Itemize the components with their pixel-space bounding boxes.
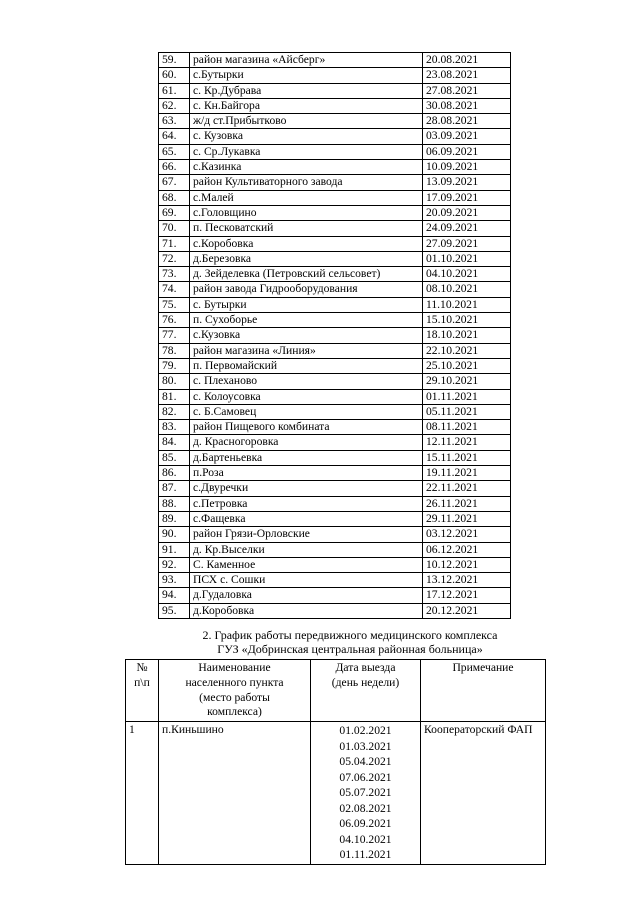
schedule-row — [159, 144, 511, 159]
header-date — [311, 660, 421, 722]
schedule-row-place: д.Гудаловка — [190, 588, 423, 603]
row-date: 02.08.2021 — [339, 801, 392, 815]
schedule-row-date: 19.11.2021 — [423, 466, 511, 481]
row-date: 06.09.2021 — [339, 817, 392, 831]
schedule-row-num: 61. — [159, 83, 190, 98]
schedule-row-place: ж/д ст.Прибытково — [190, 114, 423, 129]
schedule-row — [159, 374, 511, 389]
schedule-row-date: 01.10.2021 — [423, 251, 511, 266]
header-note-line: Примечание — [452, 661, 514, 674]
mobile-complex-table — [125, 659, 546, 865]
schedule-row-place: с. Бутырки — [190, 297, 423, 312]
header-place-line: комплекса) — [207, 705, 262, 719]
schedule-row-date: 22.11.2021 — [423, 481, 511, 496]
schedule-row-num: 89. — [159, 511, 190, 526]
schedule-row — [159, 481, 511, 496]
schedule-row-date: 08.11.2021 — [423, 420, 511, 435]
schedule-row-num: 68. — [159, 190, 190, 205]
schedule-row-date: 06.12.2021 — [423, 542, 511, 557]
schedule-row-place: с.Кузовка — [190, 328, 423, 343]
schedule-row-place: п.Роза — [190, 466, 423, 481]
schedule-row-place: с. Б.Самовец — [190, 404, 423, 419]
schedule-row-num: 93. — [159, 573, 190, 588]
schedule-row — [159, 466, 511, 481]
schedule-row-num: 73. — [159, 267, 190, 282]
schedule-row — [159, 389, 511, 404]
schedule-row — [159, 98, 511, 113]
schedule-row-num: 74. — [159, 282, 190, 297]
header-num-line: № — [136, 661, 148, 674]
schedule-row-place: с. Колоусовка — [190, 389, 423, 404]
schedule-row-num: 62. — [159, 98, 190, 113]
schedule-row-date: 03.09.2021 — [423, 129, 511, 144]
schedule-row-place: с. Кн.Байгора — [190, 98, 423, 113]
section-2-heading-line-2: ГУЗ «Добринская центральная районная больница» — [217, 641, 483, 656]
schedule-table — [158, 52, 511, 619]
schedule-row-num: 88. — [159, 496, 190, 511]
schedule-row-place: район завода Гидрооборудования — [190, 282, 423, 297]
schedule-row-date: 25.10.2021 — [423, 358, 511, 373]
schedule-row-date: 30.08.2021 — [423, 98, 511, 113]
schedule-row-place: д.Березовка — [190, 251, 423, 266]
schedule-row-place: п. Сухоборье — [190, 313, 423, 328]
schedule-row — [159, 83, 511, 98]
schedule-row-num: 75. — [159, 297, 190, 312]
schedule-row-date: 27.08.2021 — [423, 83, 511, 98]
schedule-row-place: С. Каменное — [190, 557, 423, 572]
schedule-row-place: район Грязи-Орловские — [190, 527, 423, 542]
schedule-row-num: 76. — [159, 313, 190, 328]
schedule-row — [159, 404, 511, 419]
row-date: 05.04.2021 — [339, 755, 392, 769]
schedule-row-place: п. Песковатский — [190, 221, 423, 236]
schedule-row-place: с.Фащевка — [190, 511, 423, 526]
schedule-row-date: 01.11.2021 — [423, 389, 511, 404]
schedule-row-date: 15.11.2021 — [423, 450, 511, 465]
schedule-row-place: район Культиваторного завода — [190, 175, 423, 190]
schedule-row-date: 08.10.2021 — [423, 282, 511, 297]
schedule-row-date: 29.10.2021 — [423, 374, 511, 389]
schedule-row-num: 85. — [159, 450, 190, 465]
schedule-row — [159, 343, 511, 358]
schedule-row-place: с. Кузовка — [190, 129, 423, 144]
schedule-row-date: 20.08.2021 — [423, 53, 511, 68]
schedule-row — [159, 267, 511, 282]
schedule-row-date: 15.10.2021 — [423, 313, 511, 328]
schedule-row-place: район магазина «Линия» — [190, 343, 423, 358]
schedule-row-place: с.Коробовка — [190, 236, 423, 251]
schedule-row-num: 65. — [159, 144, 190, 159]
header-place-line: населенного пункта — [185, 675, 284, 689]
schedule-row-place: с.Бутырки — [190, 68, 423, 83]
header-num-line: п\п — [134, 675, 150, 689]
schedule-row — [159, 603, 511, 618]
schedule-row — [159, 53, 511, 68]
header-date-line: Дата выезда — [335, 661, 396, 674]
schedule-row-date: 29.11.2021 — [423, 511, 511, 526]
schedule-row-place: с.Малей — [190, 190, 423, 205]
schedule-row-date: 20.12.2021 — [423, 603, 511, 618]
schedule-row-date: 05.11.2021 — [423, 404, 511, 419]
schedule-row-place: д. Кр.Выселки — [190, 542, 423, 557]
row-date: 01.11.2021 — [339, 848, 392, 862]
schedule-row-num: 63. — [159, 114, 190, 129]
schedule-row — [159, 251, 511, 266]
schedule-row-num: 84. — [159, 435, 190, 450]
row-date: 07.06.2021 — [339, 770, 392, 784]
schedule-row-num: 70. — [159, 221, 190, 236]
schedule-row-date: 10.12.2021 — [423, 557, 511, 572]
schedule-row-num: 67. — [159, 175, 190, 190]
schedule-row-place: д. Красногоровка — [190, 435, 423, 450]
schedule-row-num: 79. — [159, 358, 190, 373]
mobile-complex-row — [126, 722, 546, 865]
schedule-row-num: 91. — [159, 542, 190, 557]
schedule-row-date: 03.12.2021 — [423, 527, 511, 542]
schedule-row — [159, 496, 511, 511]
schedule-row — [159, 588, 511, 603]
row-date: 01.02.2021 — [339, 724, 392, 738]
schedule-row-date: 17.12.2021 — [423, 588, 511, 603]
schedule-row-date: 28.08.2021 — [423, 114, 511, 129]
schedule-row — [159, 205, 511, 220]
schedule-row-place: п. Первомайский — [190, 358, 423, 373]
schedule-row-num: 59. — [159, 53, 190, 68]
schedule-row — [159, 190, 511, 205]
schedule-row-num: 78. — [159, 343, 190, 358]
schedule-row-place: район магазина «Айсберг» — [190, 53, 423, 68]
schedule-row-date: 27.09.2021 — [423, 236, 511, 251]
schedule-row-num: 87. — [159, 481, 190, 496]
header-date-line: (день недели) — [331, 675, 400, 689]
schedule-row-num: 92. — [159, 557, 190, 572]
schedule-row — [159, 297, 511, 312]
schedule-row-date: 10.09.2021 — [423, 160, 511, 175]
section-2-heading — [130, 629, 570, 656]
schedule-row — [159, 221, 511, 236]
row-date: 01.03.2021 — [339, 739, 392, 753]
header-place-line: Наименование — [198, 661, 271, 674]
schedule-row-num: 81. — [159, 389, 190, 404]
schedule-table-body — [159, 53, 511, 619]
schedule-row-num: 71. — [159, 236, 190, 251]
row-place: п.Киньшино — [159, 722, 311, 865]
schedule-row-date: 11.10.2021 — [423, 297, 511, 312]
schedule-row-num: 69. — [159, 205, 190, 220]
schedule-row — [159, 328, 511, 343]
schedule-row — [159, 236, 511, 251]
schedule-row-place: район Пищевого комбината — [190, 420, 423, 435]
mobile-complex-header-row — [126, 660, 546, 722]
schedule-row-place: д.Бартеньевка — [190, 450, 423, 465]
schedule-row-place: с. Ср.Лукавка — [190, 144, 423, 159]
schedule-row — [159, 160, 511, 175]
schedule-row — [159, 542, 511, 557]
schedule-row-num: 60. — [159, 68, 190, 83]
schedule-row-place: с.Головщино — [190, 205, 423, 220]
schedule-row-place: с.Казинка — [190, 160, 423, 175]
schedule-row-num: 82. — [159, 404, 190, 419]
schedule-row-num: 94. — [159, 588, 190, 603]
schedule-row-num: 86. — [159, 466, 190, 481]
schedule-row-num: 90. — [159, 527, 190, 542]
schedule-row-date: 04.10.2021 — [423, 267, 511, 282]
schedule-row-place: с. Кр.Дубрава — [190, 83, 423, 98]
row-num: 1 — [126, 722, 159, 865]
schedule-row — [159, 527, 511, 542]
schedule-row-date: 22.10.2021 — [423, 343, 511, 358]
header-num — [126, 660, 159, 722]
row-note: Кооператорский ФАП — [421, 722, 546, 865]
schedule-row — [159, 68, 511, 83]
schedule-row-date: 12.11.2021 — [423, 435, 511, 450]
header-place-line: (место работы — [199, 690, 270, 704]
schedule-row-place: д.Коробовка — [190, 603, 423, 618]
section-2-heading-line-1: 2. График работы передвижного медицинского комплекса — [202, 628, 498, 642]
schedule-row — [159, 450, 511, 465]
schedule-row-date: 17.09.2021 — [423, 190, 511, 205]
schedule-row — [159, 282, 511, 297]
schedule-row — [159, 175, 511, 190]
schedule-row-date: 23.08.2021 — [423, 68, 511, 83]
schedule-row-date: 26.11.2021 — [423, 496, 511, 511]
schedule-row-date: 06.09.2021 — [423, 144, 511, 159]
schedule-row-num: 95. — [159, 603, 190, 618]
schedule-row — [159, 573, 511, 588]
schedule-row — [159, 114, 511, 129]
header-note — [421, 660, 546, 722]
schedule-row — [159, 129, 511, 144]
row-dates — [311, 722, 421, 865]
schedule-row-num: 64. — [159, 129, 190, 144]
schedule-row-place: с.Петровка — [190, 496, 423, 511]
schedule-row-place: ПСХ с. Сошки — [190, 573, 423, 588]
schedule-row-date: 18.10.2021 — [423, 328, 511, 343]
schedule-row-date: 13.12.2021 — [423, 573, 511, 588]
schedule-row — [159, 420, 511, 435]
schedule-row-num: 77. — [159, 328, 190, 343]
schedule-row — [159, 511, 511, 526]
schedule-row-date: 24.09.2021 — [423, 221, 511, 236]
schedule-row-num: 80. — [159, 374, 190, 389]
row-date: 05.07.2021 — [339, 786, 392, 800]
schedule-row-place: с.Двуречки — [190, 481, 423, 496]
schedule-row — [159, 557, 511, 572]
schedule-row-num: 66. — [159, 160, 190, 175]
schedule-row — [159, 358, 511, 373]
schedule-row-place: д. Зейделевка (Петровский сельсовет) — [190, 267, 423, 282]
schedule-row-date: 13.09.2021 — [423, 175, 511, 190]
schedule-row-num: 83. — [159, 420, 190, 435]
header-place — [159, 660, 311, 722]
schedule-row — [159, 435, 511, 450]
schedule-row-num: 72. — [159, 251, 190, 266]
schedule-row — [159, 313, 511, 328]
schedule-row-place: с. Плеханово — [190, 374, 423, 389]
row-date: 04.10.2021 — [339, 832, 392, 846]
schedule-row-date: 20.09.2021 — [423, 205, 511, 220]
